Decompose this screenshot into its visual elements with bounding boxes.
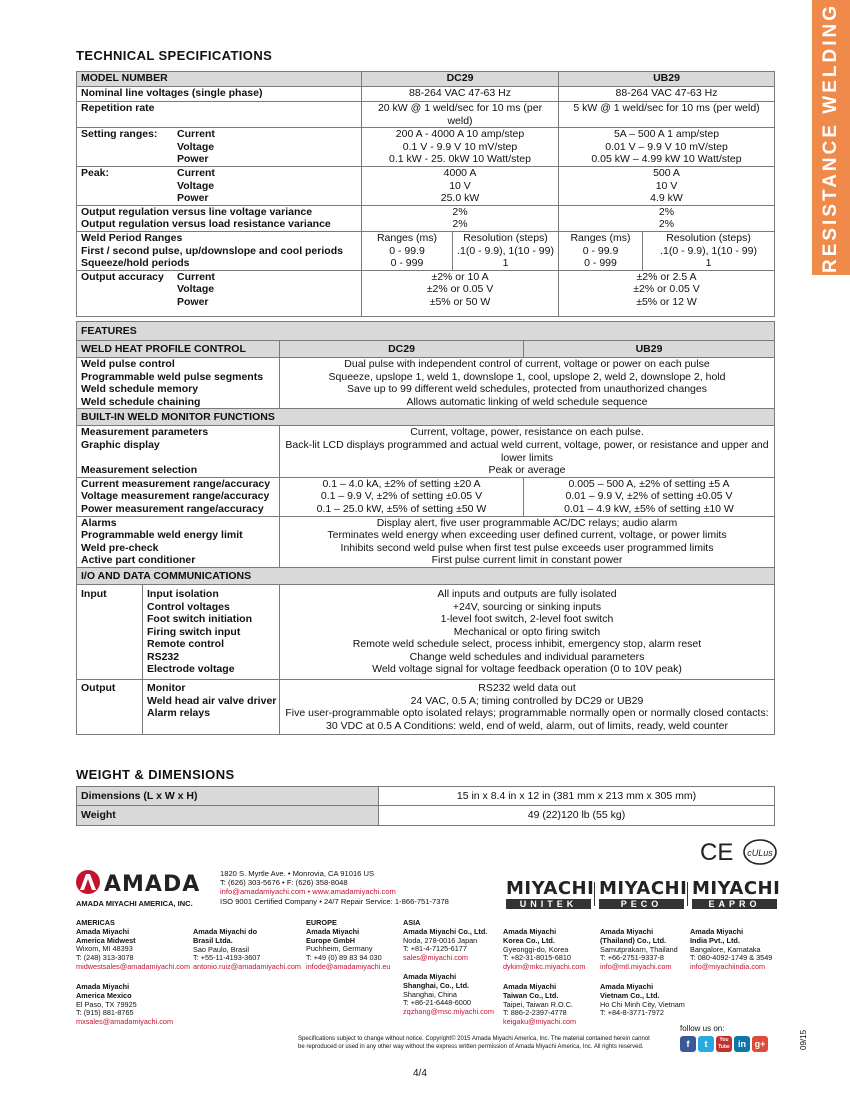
regulation-ub29: 2% (658, 205, 675, 218)
weld-period-value: 1 (502, 257, 509, 270)
youtube-icon[interactable]: You Tube (716, 1036, 732, 1052)
office-line: India Pvt., Ltd. (690, 935, 740, 945)
weld-period-label: Squeeze/hold periods (81, 257, 190, 270)
peak-dc29: 10 V (449, 179, 471, 192)
social-links (680, 1036, 768, 1052)
monitor-value: Current, voltage, power, resistance on each pulse. (410, 426, 644, 439)
weight-value: 49 (22)120 lb (55 kg) (379, 806, 775, 826)
input-sub: Input isolation (147, 587, 219, 600)
office-line: Amada Miyachi (503, 982, 557, 991)
alarm-value: Inhibits second weld pulse when first test pulse exceeds user programmed limits (340, 541, 714, 554)
table-row (77, 270, 775, 316)
input-sub: RS232 (147, 650, 180, 663)
setting-label: Setting ranges: (81, 128, 158, 141)
meas-range-dc29: 0.1 – 9.9 V, ±2% of setting ±0.05 V (320, 490, 483, 503)
meas-range-label: Current measurement range/accuracy (81, 477, 271, 490)
office-thailand (600, 928, 678, 972)
certification-marks (698, 837, 778, 867)
office-line: Taipei, Taiwan R.O.C. (503, 999, 574, 1009)
disclaimer (298, 1036, 650, 1051)
disclaimer-line: be reproduced or used in any other way without the express written permission of Amada Miyachi America, Inc. All rights reserved. (298, 1043, 644, 1050)
monitor-label: Measurement selection (81, 464, 198, 477)
table-row (77, 166, 775, 205)
input-value: +24V, sourcing or sinking inputs (452, 600, 602, 613)
office-line: Europe GmbH (306, 935, 356, 945)
google-plus-icon[interactable]: g+ (752, 1036, 768, 1052)
facebook-icon[interactable]: f (680, 1036, 696, 1052)
weld-item-value: Squeeze, upslope 1, weld 1, downslope 1, cool, upslope 2, weld 2, downslope 2, hold (328, 370, 726, 383)
peak-sub: Voltage (177, 179, 215, 192)
peak-ub29: 4.9 kW (650, 192, 683, 205)
input-sub: Control voltages (147, 600, 230, 613)
setting-sub: Voltage (177, 140, 215, 153)
monitor-value: Back-lit LCD displays programmed and actual weld current, voltage, power, or resistance and upper and (285, 438, 769, 451)
office-mexico (76, 983, 173, 1027)
accuracy-dc29: ±5% or 50 W (429, 295, 491, 308)
table-row (77, 426, 775, 477)
miyachi-unitek-logo (506, 878, 595, 909)
nominal-ub29: 88-264 VAC 47-63 Hz (559, 87, 775, 102)
input-value: Remote weld schedule select, process inhibit, emergency stop, alarm reset (352, 638, 702, 651)
setting-ub29: 0.01 V – 9.9 V 10 mV/step (605, 140, 728, 153)
table-row (77, 72, 775, 87)
accuracy-dc29: ±2% or 10 A (431, 270, 489, 283)
follow-label: follow us on: (680, 1024, 725, 1033)
table-row (77, 516, 775, 567)
regulation-label: Output regulation versus load resistance variance (81, 218, 331, 231)
weld-period-value: 0 - 99.9 (389, 244, 425, 257)
input-sub: Foot switch initiation (147, 613, 252, 626)
office-line: T: +49 (0) 89 83 94 030 (306, 953, 382, 963)
disclaimer-line: Specifications subject to change without notice. Copyright© 2015 Amada Miyachi America, Inc. The material contained herein cannot (298, 1036, 650, 1042)
accuracy-ub29: ±2% or 2.5 A (636, 270, 697, 283)
meas-range-ub29: 0.01 – 9.9 V, ±2% of setting ±0.05 V (565, 490, 733, 503)
input-sub: Electrode voltage (147, 663, 235, 676)
amada-logo (76, 868, 212, 896)
table-row (77, 87, 775, 102)
office-line: America Mexico (76, 990, 132, 1000)
office-line: T: +66-2751-9337-8 (600, 953, 664, 963)
address-line: T: (626) 303-5676 • F: (626) 358-8048 (220, 878, 348, 888)
output-sub: Weld head air valve driver (147, 694, 277, 707)
setting-dc29: 0.1 V - 9.9 V 10 mV/step (402, 140, 518, 153)
nominal-dc29: 88-264 VAC 47-63 Hz (362, 87, 559, 102)
office-email[interactable]: antonio.ruiz@amadamiyachi.com (193, 962, 301, 972)
io-title: I/O AND DATA COMMUNICATIONS (77, 567, 775, 584)
office-japan (403, 919, 487, 963)
office-line: Amada Miyachi (76, 982, 130, 991)
weld-item-label: Weld schedule memory (81, 383, 199, 396)
table-row (77, 102, 775, 128)
output-label: Output (77, 680, 143, 735)
rep-label: Repetition rate (77, 102, 362, 128)
weld-item-value: Allows automatic linking of weld schedule sequence (406, 395, 648, 408)
office-taiwan (503, 983, 576, 1027)
date-code (799, 1030, 811, 1050)
meas-range-label: Power measurement range/accuracy (81, 502, 264, 515)
rep-ub29: 5 kW @ 1 weld/sec for 10 ms (per weld) (559, 102, 775, 128)
office-line: Taiwan Co., Ltd. (503, 990, 559, 1000)
alarm-value: Display alert, five user programmable AC/DC relays; audio alarm (376, 516, 678, 529)
monitor-value: lower limits (501, 451, 553, 464)
alarm-value: First pulse current limit in constant power (431, 554, 623, 567)
address-line: ISO 9001 Certified Company • 24/7 Repair Service: 1-866-751-7378 (220, 896, 449, 906)
office-line: Wixom, MI 48393 (76, 944, 133, 954)
office-email[interactable]: sales@miyachi.com (403, 953, 468, 963)
accuracy-ub29: ±5% or 12 W (636, 295, 697, 308)
table-row (77, 477, 775, 516)
table-row (77, 358, 775, 409)
monitor-label: Measurement parameters (81, 426, 209, 439)
table-row (77, 680, 775, 735)
office-brasil (193, 928, 301, 972)
input-value: All inputs and outputs are fully isolated (437, 587, 617, 600)
accuracy-sub: Voltage (177, 283, 215, 296)
ce-mark-icon: CE (700, 839, 734, 866)
office-email[interactable]: mxsales@amadamiyachi.com (76, 1017, 174, 1027)
page-number: 4/4 (413, 1068, 427, 1079)
side-tab-label: RESISTANCE WELDING (820, 2, 842, 273)
office-line: Korea Co., Ltd. (503, 935, 555, 945)
region-label: AMERICAS (76, 918, 115, 927)
setting-dc29: 200 A - 4000 A 10 amp/step (395, 128, 525, 141)
office-line: T: 886-2-2397-4778 (503, 1008, 567, 1018)
weld-period-value: Ranges (ms) (376, 231, 438, 244)
office-line: Amada Miyachi (403, 972, 457, 981)
linkedin-icon[interactable]: in (734, 1036, 750, 1052)
office-line: Noda, 278-0016 Japan (403, 935, 478, 945)
regulation-dc29: 2% (452, 218, 468, 231)
output-value: 30 VDC at 0.5 A Conditions: weld, end of weld, alarm, out of limits, ready, weld counter (326, 719, 728, 732)
accuracy-sub: Current (177, 270, 215, 283)
logo-subtitle: AMADA MIYACHI AMERICA, INC. (76, 899, 193, 908)
alarm-label: Weld pre-check (81, 541, 159, 554)
regulation-label: Output regulation versus line voltage variance (81, 205, 313, 218)
input-sub: Remote control (147, 638, 225, 651)
monitor-value: Peak or average (488, 464, 566, 477)
brand-logos (506, 878, 781, 909)
side-tab (812, 0, 850, 275)
weight-table (76, 786, 775, 826)
input-value: Mechanical or opto firing switch (453, 625, 601, 638)
dims-value: 15 in x 8.4 in x 12 in (381 mm x 213 mm x 305 mm) (379, 787, 775, 806)
regulation-dc29: 2% (452, 205, 468, 218)
input-value: Change weld schedules and individual parameters (409, 650, 645, 663)
table-row (77, 205, 775, 231)
office-line: T: +82-31-8015-6810 (503, 953, 571, 963)
peak-ub29: 10 V (655, 179, 678, 192)
ub29-header: UB29 (559, 72, 775, 87)
brand-sub: PECO (599, 899, 684, 909)
weld-period-value: 0 - 999 (390, 257, 424, 270)
region-label: ASIA (403, 918, 421, 927)
office-india (690, 928, 772, 972)
features-dc29-header: DC29 (280, 341, 524, 358)
miyachi-eapro-logo (692, 878, 781, 909)
office-line: T: (248) 313-3078 (76, 953, 134, 963)
office-line: Gyeonggi-do, Korea (503, 944, 569, 954)
meas-range-label: Voltage measurement range/accuracy (81, 490, 270, 503)
office-vietnam (600, 983, 685, 1018)
weld-item-label: Programmable weld pulse segments (81, 370, 264, 383)
weld-period-label: Weld Period Ranges (81, 231, 183, 244)
model-number-label: MODEL NUMBER (77, 72, 362, 87)
office-line: Amada Miyachi (600, 927, 654, 936)
office-korea (503, 928, 585, 972)
date-code-text: 09/15 (799, 1029, 808, 1050)
weld-period-value: 0 - 99.9 (582, 244, 619, 257)
office-line: Amada Miyachi (306, 926, 360, 936)
office-line: T: +86-21-6448-6000 (403, 998, 471, 1008)
office-email[interactable]: info@miyachiindia.com (690, 962, 766, 972)
nominal-label: Nominal line voltages (single phase) (77, 87, 362, 102)
weld-period-value: Resolution (steps) (463, 231, 548, 244)
weld-period-value: .1(0 - 9.9), 1(10 - 99) (457, 244, 554, 257)
peak-ub29: 500 A (653, 166, 680, 179)
weld-period-value: Resolution (steps) (666, 231, 751, 244)
output-value: Five user-programmable opto isolated relays; programmable normally open or normally closed contacts: (285, 707, 769, 720)
office-line: Amada Miyachi (76, 926, 130, 936)
brand-sub: UNITEK (506, 899, 591, 909)
office-line: (Thailand) Co., Ltd. (600, 935, 667, 945)
peak-label: Peak: (81, 166, 110, 179)
meas-range-dc29: 0.1 – 4.0 kA, ±2% of setting ±20 A (322, 477, 481, 490)
table-row (77, 322, 775, 341)
monitor-label: Graphic display (81, 438, 160, 451)
table-row (77, 231, 775, 270)
table-row (77, 567, 775, 584)
weld-period-value: 1 (705, 257, 712, 270)
office-line: T: (915) 881-8765 (76, 1008, 134, 1018)
office-line: T: 080-4092-1749 & 3549 (690, 953, 773, 963)
office-email[interactable]: infode@amadamiyachi.eu (306, 961, 391, 971)
tech-spec-table (76, 71, 775, 317)
table-row (77, 806, 775, 826)
input-label: Input (77, 584, 143, 679)
twitter-icon[interactable]: t (698, 1036, 714, 1052)
setting-ub29: 5A – 500 A 1 amp/step (613, 128, 720, 141)
weld-item-value: Dual pulse with independent control of current, voltage or power on each pulse (344, 358, 710, 370)
office-email[interactable]: zqzhang@msc.miyachi.com (403, 1007, 494, 1017)
office-line: T: +84-8-3771-7972 (600, 1008, 664, 1018)
amada-logo-text: AMADA (104, 872, 201, 896)
address-line: 1820 S. Myrtle Ave. • Monrovia, CA 91016 US (220, 869, 375, 878)
alarm-label: Active part conditioner (81, 554, 196, 567)
brand-main: MIYACHI (692, 878, 781, 899)
office-line: Amada Miyachi (503, 927, 557, 936)
features-title: FEATURES (77, 322, 775, 341)
tech-spec-title: TECHNICAL SPECIFICATIONS (76, 48, 273, 63)
office-line: El Paso, TX 79925 (76, 999, 137, 1009)
address-link[interactable]: info@amadamiyachi.com • www.amadamiyachi.com (220, 887, 396, 897)
office-email[interactable]: info@mtl.miyachi.com (600, 962, 672, 972)
address-block (220, 869, 449, 906)
meas-range-dc29: 0.1 – 25.0 kW, ±5% of setting ±50 W (316, 502, 487, 515)
office-line: T: +55-11-4193-3607 (193, 953, 261, 963)
accuracy-label: Output accuracy (81, 270, 164, 283)
peak-dc29: 4000 A (443, 166, 477, 179)
office-line: Samutprakarn, Thailand (600, 944, 678, 954)
peak-sub: Current (177, 166, 215, 179)
brand-main: MIYACHI (506, 878, 595, 899)
brand-sub: EAPRO (692, 899, 777, 909)
office-email[interactable]: midwestsales@amadamiyachi.com (76, 961, 191, 971)
office-email[interactable]: keigaku@miyachi.com (503, 1017, 577, 1027)
cul-mark-label: cULus (747, 848, 773, 858)
setting-ub29: 0.05 kW – 4.99 kW 10 Watt/step (591, 153, 742, 166)
output-value: 24 VAC, 0.5 A; timing controlled by DC29 or UB29 (410, 694, 644, 707)
output-sub: Alarm relays (147, 707, 211, 720)
table-row (77, 409, 775, 426)
brand-main: MIYACHI (599, 878, 688, 899)
input-sub: Firing switch input (147, 625, 241, 638)
office-americas-midwest (76, 919, 190, 972)
alarm-label: Alarms (81, 516, 117, 529)
table-row (77, 787, 775, 806)
weld-period-value: .1(0 - 9.9), 1(10 - 99) (660, 244, 757, 257)
office-line: Shanghai, Co., Ltd. (403, 980, 470, 990)
monitor-title: BUILT-IN WELD MONITOR FUNCTIONS (77, 409, 775, 426)
weight-title: WEIGHT & DIMENSIONS (76, 767, 235, 782)
table-row (77, 128, 775, 167)
office-email[interactable]: dykim@mkc.miyachi.com (503, 962, 586, 972)
office-line: Sao Paulo, Brasil (193, 944, 249, 954)
office-line: Amada Miyachi (690, 927, 744, 936)
meas-range-ub29: 0.005 – 500 A, ±2% of setting ±5 A (568, 477, 730, 490)
weight-label: Weight (77, 806, 379, 826)
dc29-header: DC29 (362, 72, 559, 87)
accuracy-sub: Power (177, 295, 209, 308)
setting-dc29: 0.1 kW - 25. 0kW 10 Watt/step (389, 153, 531, 166)
office-line: Amada Miyachi do (193, 927, 258, 936)
accuracy-dc29: ±2% or 0.05 V (426, 283, 494, 296)
office-line: Shanghai, China (403, 989, 457, 999)
weld-item-label: Weld schedule chaining (81, 395, 201, 408)
office-line: Vietnam Co., Ltd. (600, 990, 660, 1000)
rep-dc29: 20 kW @ 1 weld/sec for 10 ms (per weld) (362, 102, 559, 128)
weld-item-label: Weld pulse control (81, 358, 175, 370)
alarm-label: Programmable weld energy limit (81, 529, 243, 542)
peak-dc29: 25.0 kW (440, 192, 480, 205)
regulation-ub29: 2% (658, 218, 675, 231)
weld-period-label: First / second pulse, up/downslope and cool periods (81, 244, 343, 257)
output-value: RS232 weld data out (478, 682, 576, 695)
office-line: America Midwest (76, 935, 136, 945)
accuracy-ub29: ±2% or 0.05 V (633, 283, 700, 296)
weld-period-value: Ranges (ms) (570, 231, 631, 244)
office-line: Brasil Ltda. (193, 935, 233, 945)
office-line: Amada Miyachi (600, 982, 654, 991)
weld-heat-label: WELD HEAT PROFILE CONTROL (77, 341, 280, 358)
input-value: 1-level foot switch, 2-level foot switch (440, 613, 614, 626)
miyachi-peco-logo (599, 878, 688, 909)
input-value: Weld voltage signal for voltage feedback operation (0 to 10V peak) (372, 663, 682, 676)
office-line: Puchheim, Germany (306, 944, 373, 954)
table-row (77, 341, 775, 358)
output-sub: Monitor (147, 682, 186, 695)
meas-range-ub29: 0.01 – 4.9 kW, ±5% of setting ±10 W (564, 502, 734, 515)
features-ub29-header: UB29 (524, 341, 775, 358)
region-label: EUROPE (306, 918, 337, 927)
alarm-value: Terminates weld energy when exceeding user defined current, voltage, or power limits (327, 529, 727, 542)
office-europe (306, 919, 390, 972)
setting-sub: Current (177, 128, 215, 141)
office-line: Amada Miyachi Co., Ltd. (403, 926, 488, 936)
dims-label: Dimensions (L x W x H) (77, 787, 379, 806)
office-line: T: +81-4-7125-6177 (403, 944, 467, 954)
setting-sub: Power (177, 153, 209, 166)
features-table (76, 321, 775, 735)
office-shanghai (403, 973, 494, 1017)
office-line: Bangalore, Karnataka (690, 944, 761, 954)
office-line: Ho Chi Minh City, Vietnam (600, 999, 685, 1009)
weld-period-value: 0 - 999 (584, 257, 617, 270)
table-row (77, 584, 775, 679)
weld-item-value: Save up to 99 different weld schedules, protected from unauthorized changes (347, 383, 707, 396)
peak-sub: Power (177, 192, 209, 205)
